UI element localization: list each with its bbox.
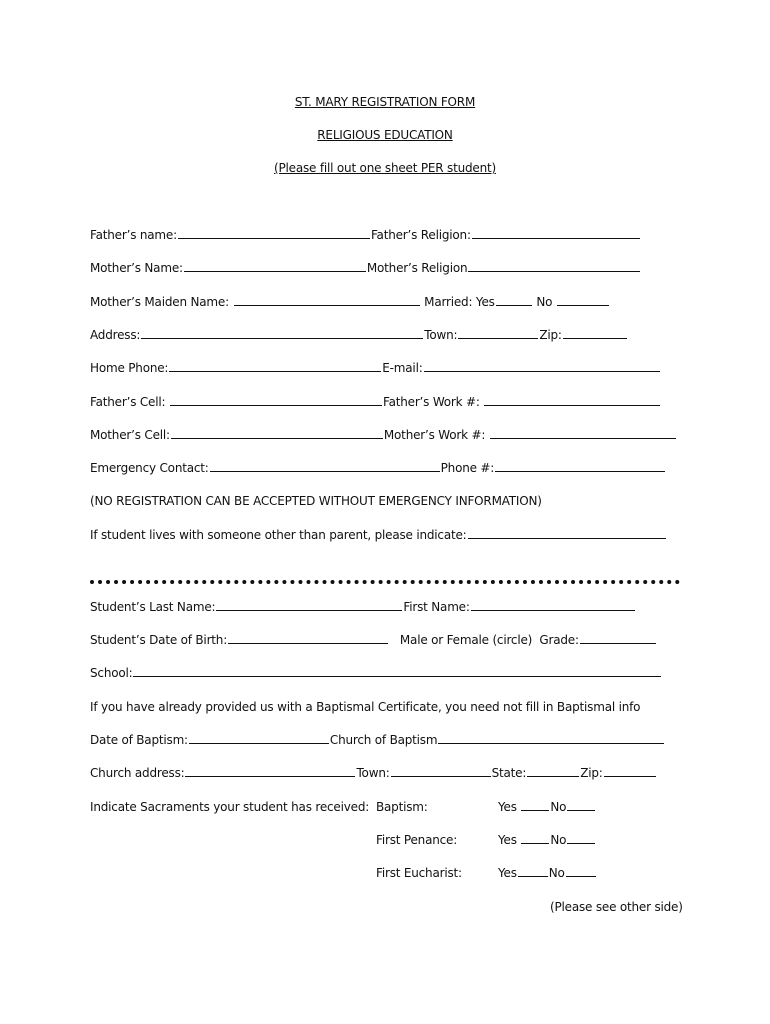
student-first-name-label: First Name:	[403, 600, 470, 614]
fathers-name-field[interactable]	[178, 228, 370, 239]
sacrament-penance-label: First Penance:	[376, 833, 458, 847]
student-dob-row	[90, 633, 657, 647]
baptism-date-row	[90, 733, 665, 747]
other-guardian-label: If student lives with someone other than parent, please indicate:	[90, 528, 467, 542]
church-zip-field[interactable]	[604, 766, 656, 777]
fathers-work-field[interactable]	[484, 395, 660, 406]
sacrament-eucharist-no-field[interactable]	[566, 866, 596, 877]
fathers-cell-row	[90, 395, 661, 409]
other-guardian-row	[90, 528, 667, 542]
baptism-note: If you have already provided us with a Baptismal Certificate, you need not fill in Baptismal info	[90, 700, 641, 714]
email-field[interactable]	[424, 361, 660, 372]
address-label: Address:	[90, 328, 141, 342]
address-row	[90, 328, 628, 342]
sacrament-penance-yes-field[interactable]	[521, 833, 549, 844]
gender-label: Male or Female (circle)	[399, 633, 533, 647]
maiden-name-row	[90, 295, 610, 309]
form-title: ST. MARY REGISTRATION FORM	[294, 95, 476, 109]
grade-label: Grade:	[539, 633, 579, 647]
sacrament-baptism-yes-field[interactable]	[521, 800, 549, 811]
section-divider	[90, 580, 680, 584]
student-dob-label: Student’s Date of Birth:	[90, 633, 228, 647]
sacrament-eucharist-row	[498, 866, 597, 880]
fathers-work-label: Father’s Work #:	[382, 395, 480, 409]
address-field[interactable]	[141, 328, 423, 339]
mothers-religion-label: Mother’s Religion	[366, 261, 468, 275]
emergency-contact-row	[90, 461, 666, 475]
fathers-religion-field[interactable]	[472, 228, 640, 239]
zip-field[interactable]	[563, 328, 627, 339]
zip-label: Zip:	[539, 328, 562, 342]
married-yes-field[interactable]	[496, 295, 532, 306]
email-label: E-mail:	[382, 361, 423, 375]
emergency-notice: (NO REGISTRATION CAN BE ACCEPTED WITHOUT EMERGENCY INFORMATION)	[90, 494, 542, 508]
sacrament-baptism-yes-label: Yes	[498, 800, 517, 814]
emergency-phone-field[interactable]	[495, 461, 665, 472]
sacraments-label: Indicate Sacraments your student has received:	[90, 800, 370, 814]
sacrament-baptism-no-field[interactable]	[567, 800, 595, 811]
other-guardian-field[interactable]	[468, 528, 666, 539]
grade-field[interactable]	[580, 633, 656, 644]
form-subtitle: RELIGIOUS EDUCATION	[317, 128, 453, 142]
student-first-name-field[interactable]	[471, 600, 635, 611]
mothers-work-label: Mother’s Work #:	[383, 428, 486, 442]
fathers-cell-label: Father’s Cell:	[90, 395, 166, 409]
church-state-field[interactable]	[527, 766, 579, 777]
church-address-field[interactable]	[185, 766, 355, 777]
fathers-cell-field[interactable]	[170, 395, 382, 406]
sacrament-eucharist-yes-field[interactable]	[518, 866, 548, 877]
town-label: Town:	[424, 328, 458, 342]
mothers-religion-field[interactable]	[468, 261, 640, 272]
fathers-religion-label: Father’s Religion:	[370, 228, 471, 242]
sacrament-penance-yes-label: Yes	[498, 833, 517, 847]
town-field[interactable]	[458, 328, 538, 339]
mothers-cell-row	[90, 428, 677, 442]
church-address-label: Church address:	[90, 766, 185, 780]
married-no-field[interactable]	[557, 295, 609, 306]
maiden-name-field[interactable]	[234, 295, 420, 306]
sacrament-eucharist-yes-label: Yes	[498, 866, 517, 880]
emergency-contact-field[interactable]	[210, 461, 440, 472]
church-town-field[interactable]	[391, 766, 491, 777]
mothers-cell-field[interactable]	[171, 428, 383, 439]
sacrament-baptism-no-label: No	[550, 800, 567, 814]
footer-note: (Please see other side)	[550, 900, 683, 914]
fathers-name-row	[90, 228, 641, 242]
student-last-name-field[interactable]	[216, 600, 402, 611]
mothers-name-field[interactable]	[184, 261, 366, 272]
sacrament-eucharist-no-label: No	[548, 866, 565, 880]
student-dob-field[interactable]	[228, 633, 388, 644]
school-field[interactable]	[133, 666, 661, 677]
fathers-name-label: Father’s name:	[90, 228, 177, 242]
student-last-name-label: Student’s Last Name:	[90, 600, 216, 614]
mothers-work-field[interactable]	[490, 428, 676, 439]
school-row	[90, 666, 662, 680]
mothers-name-row	[90, 261, 641, 275]
married-yes-label: Married: Yes	[424, 295, 495, 309]
home-phone-row	[90, 361, 661, 375]
church-zip-label: Zip:	[580, 766, 603, 780]
sacrament-penance-row	[498, 833, 596, 847]
sacrament-penance-no-label: No	[550, 833, 567, 847]
mothers-cell-label: Mother’s Cell:	[90, 428, 170, 442]
church-town-label: Town:	[356, 766, 390, 780]
date-of-baptism-label: Date of Baptism:	[90, 733, 188, 747]
emergency-phone-label: Phone #:	[440, 461, 495, 475]
emergency-contact-label: Emergency Contact:	[90, 461, 209, 475]
form-instruction: (Please fill out one sheet PER student)	[274, 161, 496, 175]
home-phone-field[interactable]	[169, 361, 381, 372]
sacrament-eucharist-label: First Eucharist:	[376, 866, 462, 880]
sacrament-penance-no-field[interactable]	[567, 833, 595, 844]
church-state-label: State:	[491, 766, 527, 780]
married-no-label: No	[536, 295, 553, 309]
student-name-row	[90, 600, 636, 614]
maiden-name-label: Mother’s Maiden Name:	[90, 295, 229, 309]
sacrament-baptism-row	[498, 800, 596, 814]
church-of-baptism-field[interactable]	[438, 733, 664, 744]
church-of-baptism-label: Church of Baptism	[329, 733, 438, 747]
school-label: School:	[90, 666, 133, 680]
sacrament-baptism-label: Baptism:	[376, 800, 428, 814]
mothers-name-label: Mother’s Name:	[90, 261, 183, 275]
church-address-row	[90, 766, 657, 780]
home-phone-label: Home Phone:	[90, 361, 169, 375]
date-of-baptism-field[interactable]	[189, 733, 329, 744]
